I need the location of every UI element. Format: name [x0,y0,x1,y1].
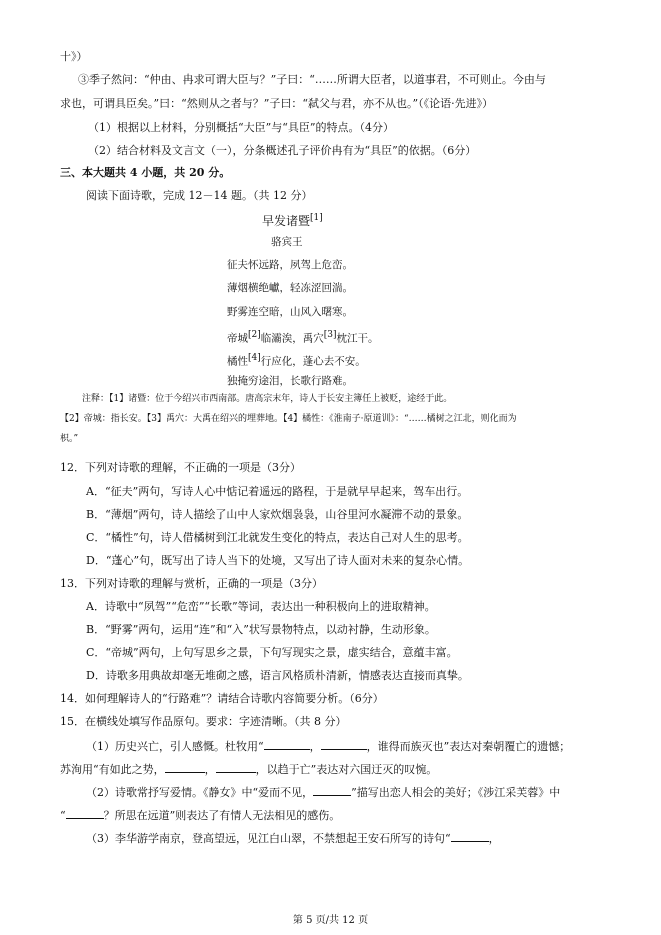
answer-blank[interactable] [216,761,256,773]
poem-line-2: 薄烟横绝巘，轻冻涩回湍。 [227,282,353,294]
poem-line-1: 征夫怀远路，夙驾上危峦。 [227,259,353,271]
q15-text: （2）诗歌常抒写爱情。《静女》中“爱而不见， [86,786,314,799]
q15-part-3-line-1 [86,830,500,846]
q15-text: ，以趋于亡”表达对六国迂灭的叹惋。 [255,763,438,776]
q15-text: ， [309,740,321,753]
answer-blank[interactable] [165,761,205,773]
continued-text: 十》） [60,50,88,63]
q14-stem: 14．如何理解诗人的“行路难”？请结合诗歌内容简要分析。（6分） [60,692,384,705]
answer-blank[interactable] [313,784,351,796]
answer-blank[interactable] [264,738,310,750]
q15-text: ， [488,832,500,845]
poem-title-note: [1] [310,213,323,223]
q13-stem: 13．下列对诗歌的理解与赏析，正确的一项是（3分） [60,577,323,590]
q15-text: 苏洵用“有如此之势， [60,763,165,776]
poem-author: 骆宾王 [271,236,303,248]
q13-option-d: D．诗歌多用典故却毫无堆砌之感，语言风格质朴清新，情感表达直接而真挚。 [86,669,469,682]
q15-text: ”描写出恋人相会的美好；《涉江采芙蓉》中 [351,786,561,799]
q15-text: “ [60,809,66,822]
q12-option-b: B．“薄烟”两句，诗人描绘了山中人家炊烟袅袅，山谷里河水凝滞不动的景象。 [86,508,469,521]
poem-line-4 [227,328,379,346]
poem-line-4-b: 临灞涘，禹穴 [260,332,324,345]
note-line-1: 注释：【1】诸暨：位于今绍兴市西南部。唐高宗末年，诗人于长安主簿任上被贬，途经于此。 [82,394,453,404]
q15-part-2-line-1 [86,784,560,800]
sub-question-1: （1）根据以上材料，分别概括“大臣”与“具臣”的特点。（4分） [88,121,394,134]
q12-stem: 12．下列对诗歌的理解，不正确的一项是（3分） [60,461,301,474]
q13-option-b: B．“野雾”两句，运用“连”和“入”状写景物特点，以动衬静，生动形象。 [86,623,436,636]
poem-line-5 [227,351,366,369]
poem-line-4-note-b: [3] [323,330,337,340]
q15-stem: 15．在横线处填写作品原句。要求：字迹清晰。（共 8 分） [60,715,347,728]
q15-text: ？所思在远道”则表达了有情人无法相见的感伤。 [103,809,341,822]
sub-question-2: （2）结合材料及文言文（一），分条概述孔子评价冉有为“具臣”的依据。（6分） [88,144,477,157]
poem-line-5-a: 橘性 [227,355,248,368]
poem-line-3: 野雾连空暗，山风入曙寒。 [227,306,353,318]
answer-blank[interactable] [451,830,489,842]
section-3-intro: 阅读下面诗歌，完成 12－14 题。（共 12 分） [86,189,313,202]
material-3-line-1: ③季子然问：“仲由、冉求可谓大臣与？”子曰：“……所谓大臣者，以道事君，不可则止。今由与 [78,73,546,86]
q12-option-d: D．“蓬心”句，既写出了诗人当下的处境，又写出了诗人面对未来的复杂心情。 [86,554,470,567]
poem-title-text: 早发诸暨 [262,214,311,228]
q15-text: ， [204,763,216,776]
section-3-heading: 三、本大题共 4 小题，共 20 分。 [60,166,231,179]
q15-part-2-line-2 [60,807,340,823]
q12-option-c: C．“橘性”句，诗人借橘树到江北就发生变化的特点，表达自己对人生的思考。 [86,531,469,544]
q13-option-a: A．诗歌中“夙驾”“危峦”“长歌”等词，表达出一种积极向上的进取精神。 [86,600,436,613]
note-line-3: 枳。” [60,434,79,444]
material-3-line-2: 求也，可谓具臣矣。”曰：“然则从之者与？”子曰：“弑父与君，亦不从也。”（《论语·先进》） [60,97,494,110]
poem-line-4-c: 枕江干。 [336,332,379,345]
q15-text: （1）历史兴亡，引人感慨。杜牧用“ [86,740,264,753]
q15-text: ，谁得而族灭也”表达对秦朝覆亡的遗憾； [366,740,571,753]
poem-line-6: 独掩穷途泪，长歌行路难。 [227,375,353,387]
note-line-2: 【2】帝城：指长安。【3】禹穴：大禹在绍兴的埋葬地。【4】橘性：《淮南子·原道训》：“……橘树之江北，则化而为 [60,414,517,424]
answer-blank[interactable] [321,738,367,750]
q12-option-a: A．“征夫”两句，写诗人心中惦记着遥远的路程，于是就早早起来，驾车出行。 [86,485,469,498]
q15-part-1-line-1 [86,738,570,754]
q15-part-1-line-2 [60,761,437,777]
poem-line-5-note: [4] [248,353,261,363]
poem-line-4-a: 帝城 [227,332,248,345]
poem-line-4-note-a: [2] [248,330,261,340]
poem-line-5-b: 行应化，蓬心去不安。 [260,355,366,368]
poem-title [262,211,323,228]
page-number: 第 5 页/共 12 页 [292,915,369,926]
answer-blank[interactable] [66,807,104,819]
q15-text: （3）李华游学南京，登高望远，见江白山翠，不禁想起王安石所写的诗句“ [86,832,451,845]
q13-option-c: C．“帝城”两句，上句写思乡之景，下句写现实之景，虚实结合，意蕴丰富。 [86,646,458,659]
